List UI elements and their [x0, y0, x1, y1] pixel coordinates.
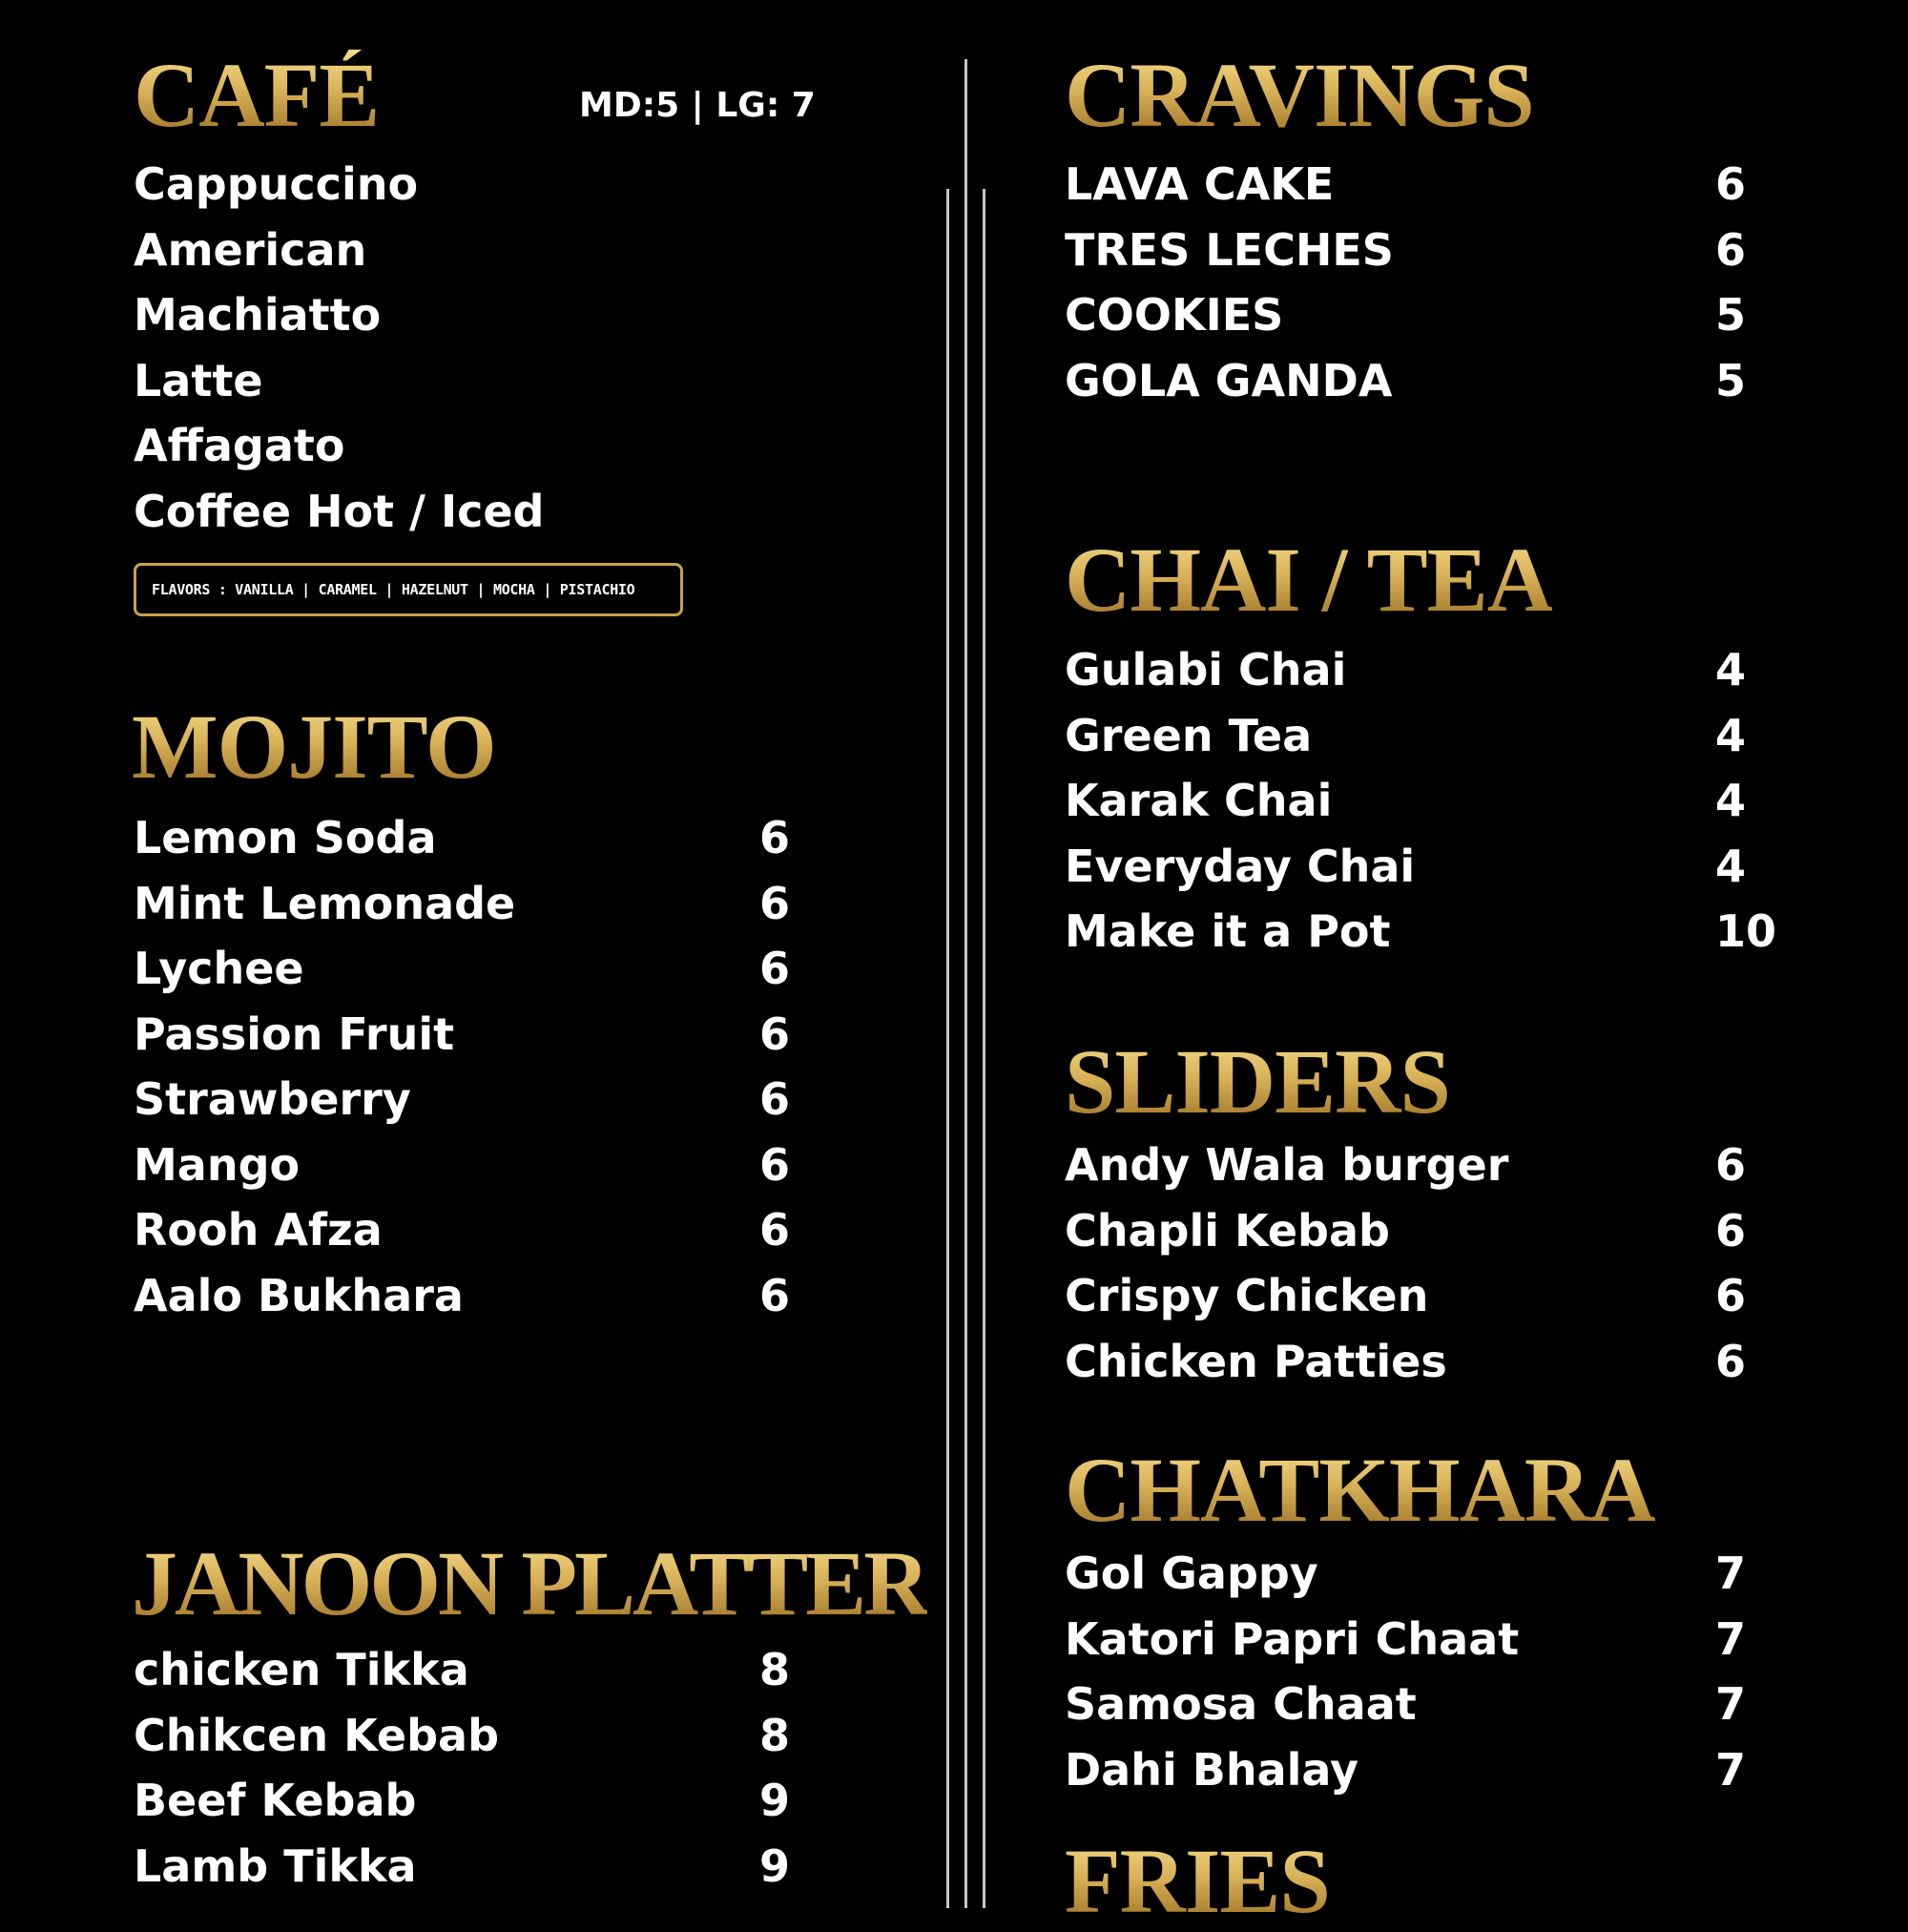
item-price: 4: [1715, 644, 1747, 696]
item-price: 6: [759, 1204, 791, 1256]
item-price: 7: [1715, 1548, 1747, 1599]
janoon-platter-heading: JANOON PLATTER: [132, 1532, 927, 1634]
item-name: GOLA GANDA: [1065, 354, 1393, 406]
item-name: Chicken Patties: [1065, 1335, 1447, 1387]
item-price: 4: [1715, 840, 1747, 892]
item-name: Passion Fruit: [134, 1008, 455, 1060]
item-price: 7: [1715, 1678, 1747, 1730]
cafe-heading: CAFÉ: [134, 44, 380, 146]
item-name: Katori Papri Chaat: [1065, 1612, 1520, 1665]
item-name: Chikcen Kebab: [134, 1709, 500, 1761]
item-name: Mango: [134, 1138, 301, 1191]
item-price: 6: [759, 812, 791, 863]
item-name: Green Tea: [1065, 709, 1313, 761]
item-price: 6: [1715, 158, 1747, 210]
item-name: Machiatto: [134, 289, 382, 341]
flavors-badge: FLAVORS : VANILLA | CARAMEL | HAZELNUT | MOCHA | PISTACHIO: [134, 563, 683, 616]
item-name: Gol Gappy: [1065, 1548, 1318, 1599]
item-name: Chapli Kebab: [1065, 1204, 1390, 1257]
item-price: 10: [1715, 905, 1777, 957]
item-name: Lamb Tikka: [134, 1839, 417, 1892]
mojito-heading: MOJITO: [132, 696, 496, 798]
item-name: Lemon Soda: [134, 812, 437, 863]
column-divider-left: [964, 59, 967, 1908]
item-name: Everyday Chai: [1065, 840, 1416, 892]
sliders-heading: SLIDERS: [1065, 1030, 1450, 1132]
item-name: Samosa Chaat: [1065, 1678, 1417, 1730]
item-price: 7: [1715, 1743, 1747, 1796]
item-name: Karak Chai: [1065, 775, 1333, 826]
item-name: Aalo Bukhara: [134, 1269, 464, 1321]
item-name: Rooh Afza: [134, 1204, 383, 1256]
item-name: COOKIES: [1065, 289, 1284, 341]
cafe-size-prices: MD:5 | LG: 7: [579, 86, 816, 125]
cravings-heading: CRAVINGS: [1065, 44, 1534, 146]
item-price: 9: [759, 1775, 791, 1826]
item-name: TRES LECHES: [1065, 223, 1394, 276]
item-price: 6: [759, 1008, 791, 1060]
item-name: Coffee Hot / Iced: [134, 485, 545, 537]
item-name: Strawberry: [134, 1073, 411, 1125]
item-price: 5: [1715, 354, 1747, 406]
item-name: Crispy Chicken: [1065, 1270, 1429, 1321]
item-name: Gulabi Chai: [1065, 644, 1347, 696]
item-price: 6: [1715, 1335, 1747, 1387]
item-name: American: [134, 223, 367, 276]
item-name: Lychee: [134, 943, 304, 994]
item-name: Make it a Pot: [1065, 905, 1391, 957]
item-price: 6: [759, 1073, 791, 1125]
item-name: Andy Wala burger: [1065, 1139, 1509, 1191]
item-price: 6: [1715, 1270, 1747, 1321]
item-price: 6: [759, 1269, 791, 1321]
item-name: Mint Lemonade: [134, 877, 516, 929]
item-name: Latte: [134, 354, 263, 406]
item-price: 5: [1715, 289, 1747, 341]
chatkhara-heading: CHATKHARA: [1065, 1439, 1655, 1541]
item-price: 6: [1715, 1139, 1747, 1191]
item-price: 9: [759, 1839, 791, 1892]
chai-tea-heading: CHAI / TEA: [1065, 529, 1553, 631]
item-price: 4: [1715, 709, 1747, 761]
item-price: 6: [1715, 223, 1747, 276]
item-name: Dahi Bhalay: [1065, 1743, 1358, 1796]
item-name: Affagato: [134, 420, 345, 471]
item-name: chicken Tikka: [134, 1644, 469, 1695]
item-price: 6: [759, 943, 791, 994]
item-name: Beef Kebab: [134, 1775, 417, 1826]
item-price: 8: [759, 1709, 791, 1761]
item-name: Cappuccino: [134, 158, 419, 210]
item-price: 6: [1715, 1204, 1747, 1257]
item-name: LAVA CAKE: [1065, 158, 1335, 210]
item-price: 8: [759, 1644, 791, 1695]
item-price: 7: [1715, 1612, 1747, 1665]
fries-heading: FRIES: [1065, 1830, 1330, 1932]
item-price: 6: [759, 1138, 791, 1191]
item-price: 4: [1715, 775, 1747, 826]
column-divider-middle: [946, 189, 949, 1908]
column-divider-right: [983, 189, 985, 1908]
item-price: 6: [759, 877, 791, 929]
